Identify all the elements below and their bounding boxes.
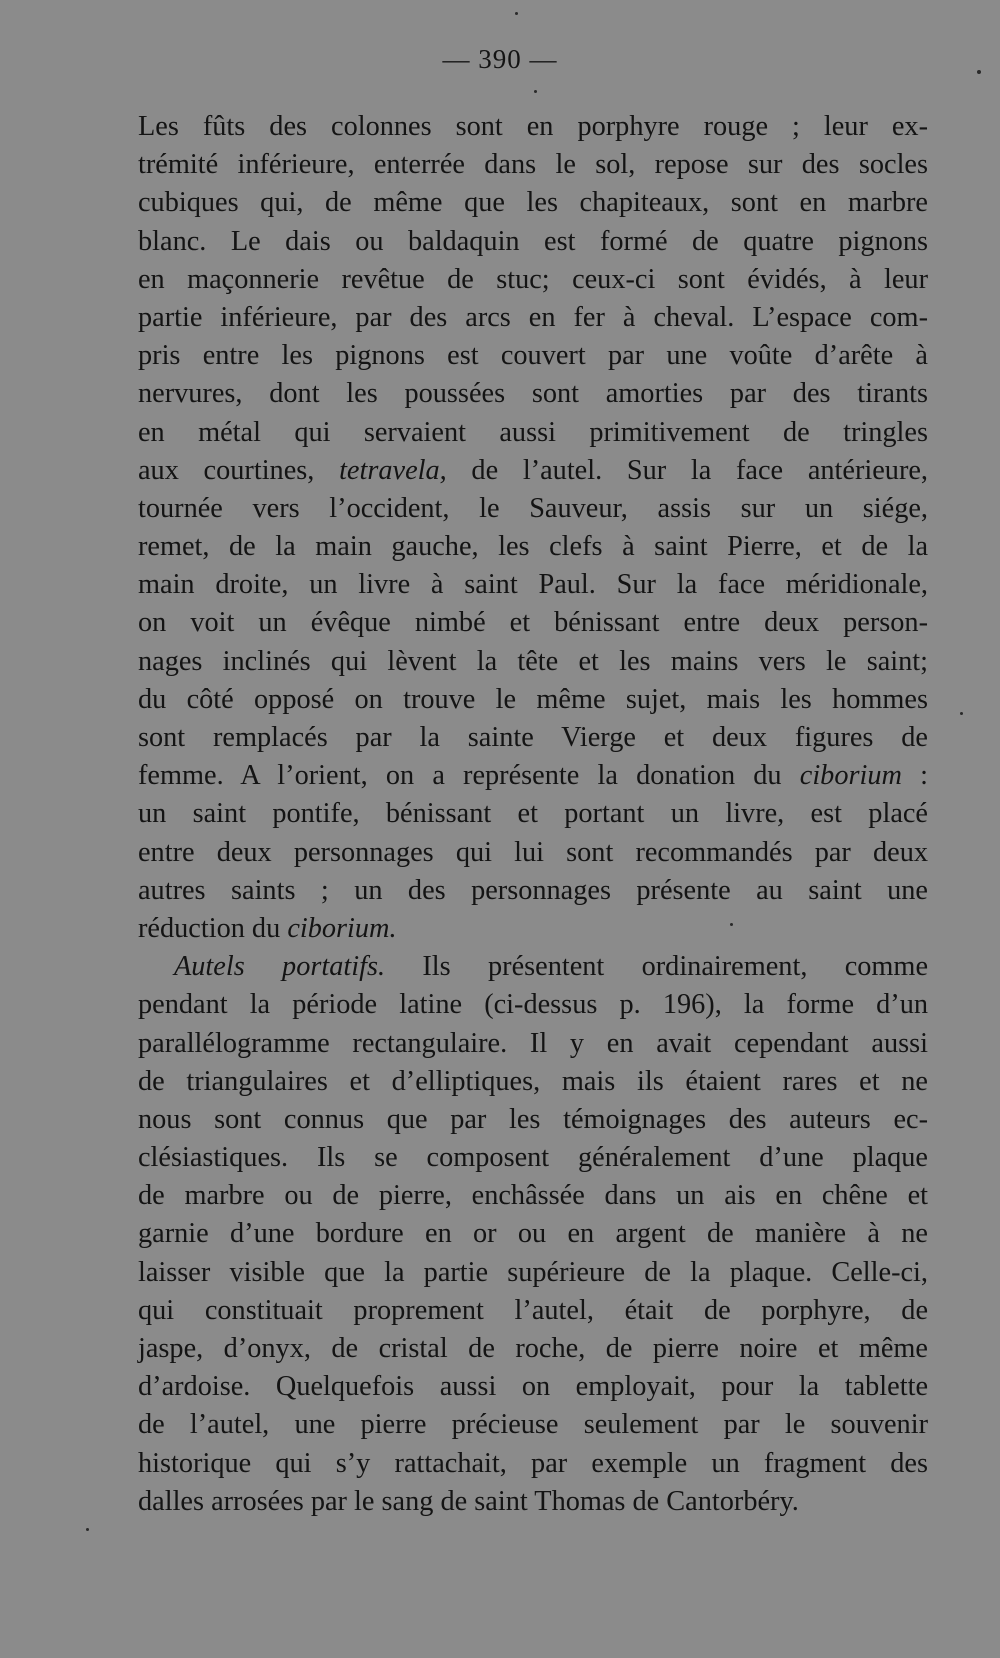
italic-text: tetravela, bbox=[339, 454, 447, 486]
text-run: : bbox=[901, 760, 928, 792]
text-run: d’ardoise. Quelquefois aussi on employait, pour la tablette bbox=[138, 1371, 928, 1403]
text-run: clésiastiques. Ils se composent généralement d’une plaque bbox=[138, 1142, 928, 1174]
text-line bbox=[138, 834, 928, 872]
text-line bbox=[138, 146, 928, 184]
italic-text: Autels portatifs. bbox=[174, 951, 386, 983]
text-run: pris entre les pignons est couvert par une voûte d’arête à bbox=[138, 340, 928, 372]
text-line bbox=[138, 528, 928, 566]
text-run: on voit un évêque nimbé et bénissant entre deux person- bbox=[138, 607, 928, 639]
text-run: en maçonnerie revêtue de stuc; ceux-ci sont évidés, à leur bbox=[138, 263, 928, 295]
text-line bbox=[138, 414, 928, 452]
text-line bbox=[138, 1177, 928, 1215]
text-run: autres saints ; un des personnages présente au saint une bbox=[138, 874, 928, 906]
text-line bbox=[138, 375, 928, 413]
text-run: de l’autel, une pierre précieuse seulement par le souvenir bbox=[138, 1409, 928, 1441]
text-run: un saint pontife, bénissant et portant un livre, est placé bbox=[138, 798, 928, 830]
text-run: en métal qui servaient aussi primitivement de tringles bbox=[138, 416, 928, 448]
scan-speck bbox=[515, 12, 518, 15]
body-text bbox=[138, 108, 928, 1521]
text-run: laisser visible que la partie supérieure de la plaque. Celle-ci, bbox=[138, 1256, 928, 1288]
text-line bbox=[138, 757, 928, 795]
page-number: — 390 — bbox=[442, 44, 558, 74]
text-run: remet, de la main gauche, les clefs à saint Pierre, et de la bbox=[138, 531, 928, 563]
text-run: de l’autel. Sur la face antérieure, bbox=[446, 454, 928, 486]
scan-speck bbox=[977, 70, 981, 74]
scan-speck bbox=[730, 923, 733, 926]
text-line bbox=[138, 1330, 928, 1368]
text-run: historique qui s’y rattachait, par exemple un fragment des bbox=[138, 1447, 928, 1479]
text-line bbox=[138, 1215, 928, 1253]
text-run: cubiques qui, de même que les chapiteaux, sont en marbre bbox=[138, 187, 928, 219]
text-line bbox=[138, 108, 928, 146]
text-run: garnie d’une bordure en or ou en argent de manière à ne bbox=[138, 1218, 928, 1250]
italic-text: ciborium bbox=[799, 760, 902, 792]
text-run: Les fûts des colonnes sont en porphyre rouge ; leur ex- bbox=[138, 111, 928, 142]
paragraph bbox=[138, 108, 928, 948]
text-line bbox=[138, 1406, 928, 1444]
text-line bbox=[138, 1292, 928, 1330]
text-line bbox=[138, 184, 928, 222]
text-line bbox=[138, 223, 928, 261]
text-run: Ils présentent ordinairement, comme bbox=[385, 951, 928, 983]
italic-text: ciborium. bbox=[287, 912, 397, 944]
text-line bbox=[138, 948, 928, 986]
text-line bbox=[138, 986, 928, 1024]
text-run: nervures, dont les poussées sont amorties par des tirants bbox=[138, 378, 928, 410]
text-run: jaspe, d’onyx, de cristal de roche, de pierre noire et même bbox=[138, 1333, 928, 1364]
text-run: partie inférieure, par des arcs en fer à cheval. L’espace com- bbox=[138, 301, 928, 333]
text-line bbox=[138, 1254, 928, 1292]
text-line bbox=[138, 604, 928, 642]
text-run: nous sont connus que par les témoignages des auteurs ec- bbox=[138, 1103, 928, 1135]
text-line bbox=[138, 910, 928, 948]
text-run: qui constituait proprement l’autel, était de porphyre, de bbox=[138, 1294, 928, 1326]
text-run: aux courtines, bbox=[138, 454, 340, 486]
text-run: trémité inférieure, enterrée dans le sol, repose sur des socles bbox=[138, 149, 928, 181]
text-run: entre deux personnages qui lui sont recommandés par deux bbox=[138, 836, 928, 868]
text-line bbox=[138, 719, 928, 757]
text-run: tournée vers l’occident, le Sauveur, assis sur un siége, bbox=[138, 492, 928, 524]
paragraph bbox=[138, 948, 928, 1521]
text-run: parallélogramme rectangulaire. Il y en avait cependant aussi bbox=[138, 1027, 928, 1059]
text-line bbox=[138, 1063, 928, 1101]
scan-speck bbox=[960, 712, 963, 715]
text-run: pendant la période latine (ci-dessus p. 196), la forme d’un bbox=[138, 989, 928, 1021]
text-run: dalles arrosées par le sang de saint Thomas de Cantorbéry. bbox=[138, 1485, 799, 1517]
text-line bbox=[138, 566, 928, 604]
text-line bbox=[138, 1368, 928, 1406]
text-line bbox=[138, 337, 928, 375]
text-line bbox=[138, 1101, 928, 1139]
text-line bbox=[138, 795, 928, 833]
text-line bbox=[138, 643, 928, 681]
text-run: sont remplacés par la sainte Vierge et deux figures de bbox=[138, 722, 928, 753]
text-run: blanc. Le dais ou baldaquin est formé de quatre pignons bbox=[138, 225, 928, 257]
text-run: femme. A l’orient, on a représente la donation du bbox=[138, 760, 800, 792]
text-run: réduction du bbox=[138, 912, 288, 944]
text-line bbox=[138, 1139, 928, 1177]
text-run: de triangulaires et d’elliptiques, mais ils étaient rares et ne bbox=[138, 1065, 928, 1097]
scan-speck bbox=[534, 90, 537, 93]
text-run: main droite, un livre à saint Paul. Sur la face méridionale, bbox=[138, 569, 928, 601]
text-run: de marbre ou de pierre, enchâssée dans un ais en chêne et bbox=[138, 1180, 928, 1212]
text-line bbox=[138, 1445, 928, 1483]
scan-speck bbox=[86, 1528, 89, 1531]
text-run: nages inclinés qui lèvent la tête et les mains vers le saint; bbox=[138, 645, 928, 677]
text-line bbox=[138, 1025, 928, 1063]
text-line bbox=[138, 681, 928, 719]
text-line bbox=[138, 1483, 928, 1521]
text-line bbox=[138, 452, 928, 490]
text-line bbox=[138, 872, 928, 910]
text-line bbox=[138, 261, 928, 299]
text-line bbox=[138, 299, 928, 337]
text-run: du côté opposé on trouve le même sujet, mais les hommes bbox=[138, 683, 928, 715]
text-line bbox=[138, 490, 928, 528]
